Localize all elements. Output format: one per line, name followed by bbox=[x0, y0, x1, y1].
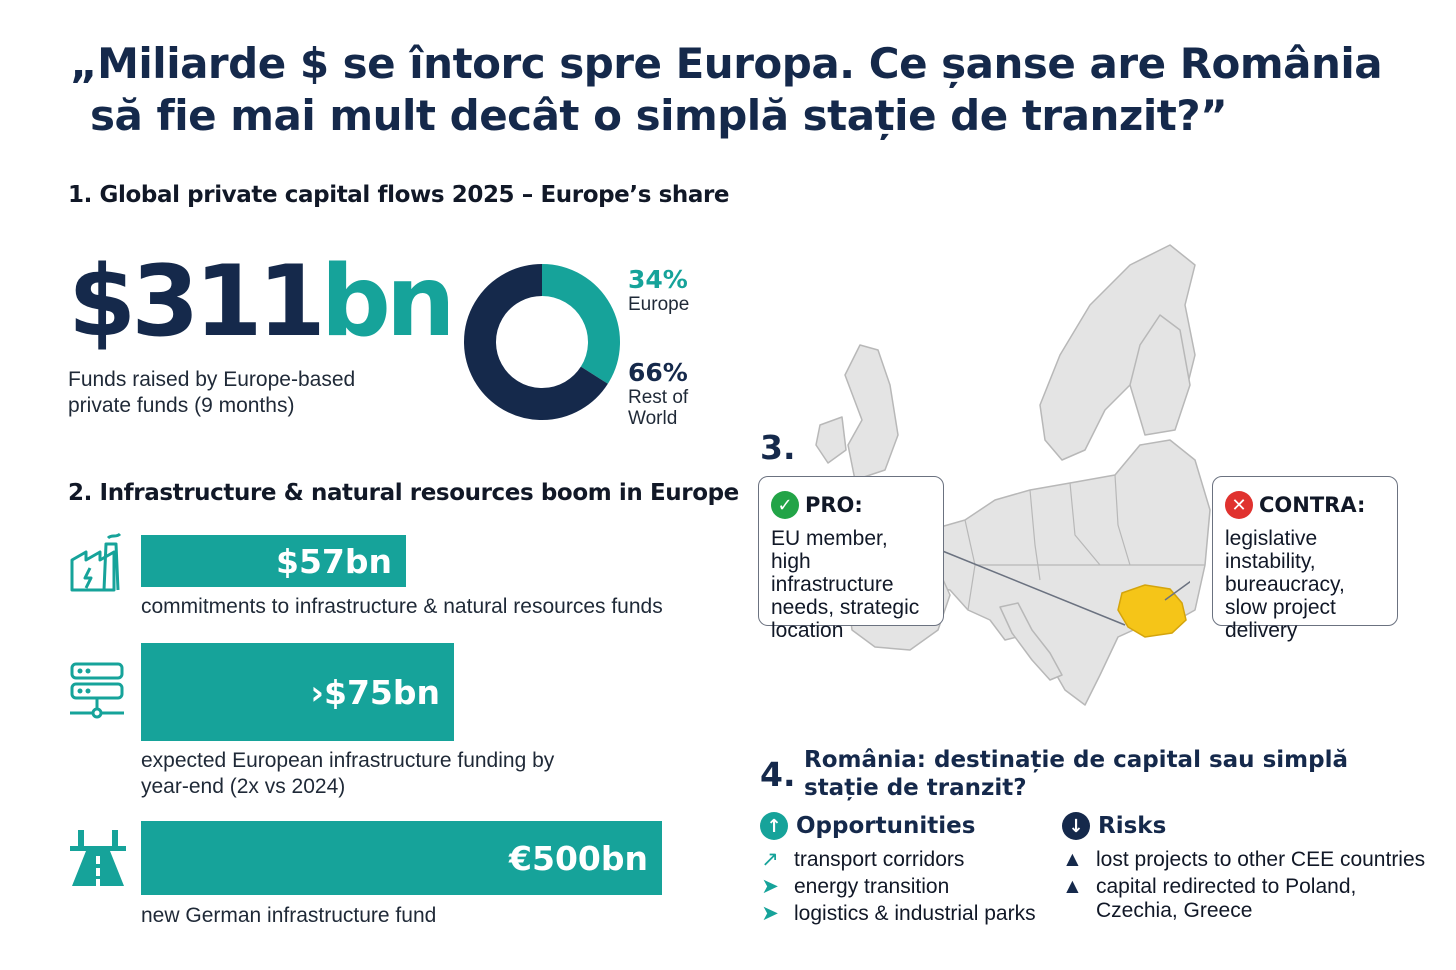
page-title bbox=[70, 38, 1430, 142]
callout-lines bbox=[930, 540, 1190, 640]
title-line-1: „Miliarde $ se întorc spre Europa. Ce șanse are România bbox=[70, 39, 1383, 88]
bar-desc-2: expected European infrastructure funding by year-end (2x vs 2024) bbox=[141, 749, 555, 798]
pro-title: PRO: bbox=[805, 493, 863, 517]
map-ireland bbox=[816, 417, 846, 463]
bar-german-fund bbox=[141, 821, 662, 895]
donut-pct-europe: 34% bbox=[628, 265, 688, 294]
list-item: ➤ energy transition bbox=[761, 875, 950, 898]
contra-text: legislative instability, bureaucracy, slow project delivery bbox=[1225, 527, 1345, 642]
x-icon: ✕ bbox=[1225, 491, 1253, 519]
bar-infrastructure-commitments bbox=[141, 535, 406, 587]
big-number bbox=[68, 245, 451, 359]
donut-name-row: Rest of World bbox=[628, 387, 689, 429]
warning-icon: ▲ bbox=[1062, 848, 1083, 871]
big-number-unit: bn bbox=[320, 245, 451, 359]
list-item: ↗ transport corridors bbox=[761, 848, 965, 871]
big-number-desc bbox=[68, 367, 355, 419]
list-item: ➤ logistics & industrial parks bbox=[761, 902, 1036, 925]
highway-road-icon bbox=[68, 826, 128, 888]
chevron-right-icon: ➤ bbox=[761, 875, 779, 898]
bar-label-75bn: ›$75bn bbox=[310, 672, 440, 712]
bar-expected-funding bbox=[141, 643, 454, 741]
section-2-heading: 2. Infrastructure & natural resources boom in Europe bbox=[68, 480, 739, 506]
risks-column bbox=[1062, 812, 1432, 923]
section-3-number: 3. bbox=[760, 428, 796, 467]
title-line-2: să fie mai mult decât o simplă stație de tranzit?” bbox=[90, 91, 1228, 140]
bar-desc-3: new German infrastructure fund bbox=[141, 904, 437, 927]
donut-label-row bbox=[628, 358, 718, 429]
big-number-value: $311 bbox=[68, 245, 321, 359]
chevron-right-icon: ➤ bbox=[761, 902, 779, 925]
pro-text: EU member, high infrastructure needs, strategic location bbox=[771, 527, 920, 642]
donut-chart bbox=[462, 262, 622, 422]
list-item: ▲ capital redirected to Poland, Czechia, Greece bbox=[1062, 875, 1357, 922]
power-plant-icon bbox=[68, 530, 126, 592]
opportunities-title: Opportunities bbox=[796, 813, 976, 839]
donut-label-europe bbox=[628, 265, 689, 315]
bar-label-500bn: €500bn bbox=[509, 838, 648, 878]
contra-title: CONTRA: bbox=[1259, 493, 1366, 517]
bar-label-57bn: $57bn bbox=[276, 541, 392, 581]
check-icon: ✓ bbox=[771, 491, 799, 519]
arrow-up-icon: ↑ bbox=[760, 812, 788, 840]
trend-arrow-icon: ↗ bbox=[761, 848, 779, 871]
section-4-heading: România: destinație de capital sau simplă stație de tranzit? bbox=[804, 747, 1348, 801]
opportunities-column bbox=[760, 812, 1050, 926]
map-uk bbox=[845, 345, 898, 480]
warning-icon: ▲ bbox=[1062, 875, 1083, 898]
risks-title: Risks bbox=[1098, 813, 1167, 839]
donut-name-europe: Europe bbox=[628, 294, 690, 315]
big-number-desc-line-2: private funds (9 months) bbox=[68, 394, 295, 417]
donut-slice-europe bbox=[542, 280, 604, 375]
section-4-number: 4. bbox=[760, 755, 796, 794]
big-number-desc-line-1: Funds raised by Europe-based bbox=[68, 368, 356, 391]
section-1-heading: 1. Global private capital flows 2025 – Europe’s share bbox=[68, 182, 730, 208]
arrow-down-icon: ↓ bbox=[1062, 812, 1090, 840]
donut-pct-row: 66% bbox=[628, 358, 688, 387]
server-network-icon bbox=[68, 660, 126, 720]
bar-desc-1: commitments to infrastructure & natural resources funds bbox=[141, 595, 663, 618]
contra-box bbox=[1212, 476, 1398, 642]
list-item: ▲ lost projects to other CEE countries bbox=[1062, 848, 1426, 871]
pro-box bbox=[758, 476, 944, 642]
